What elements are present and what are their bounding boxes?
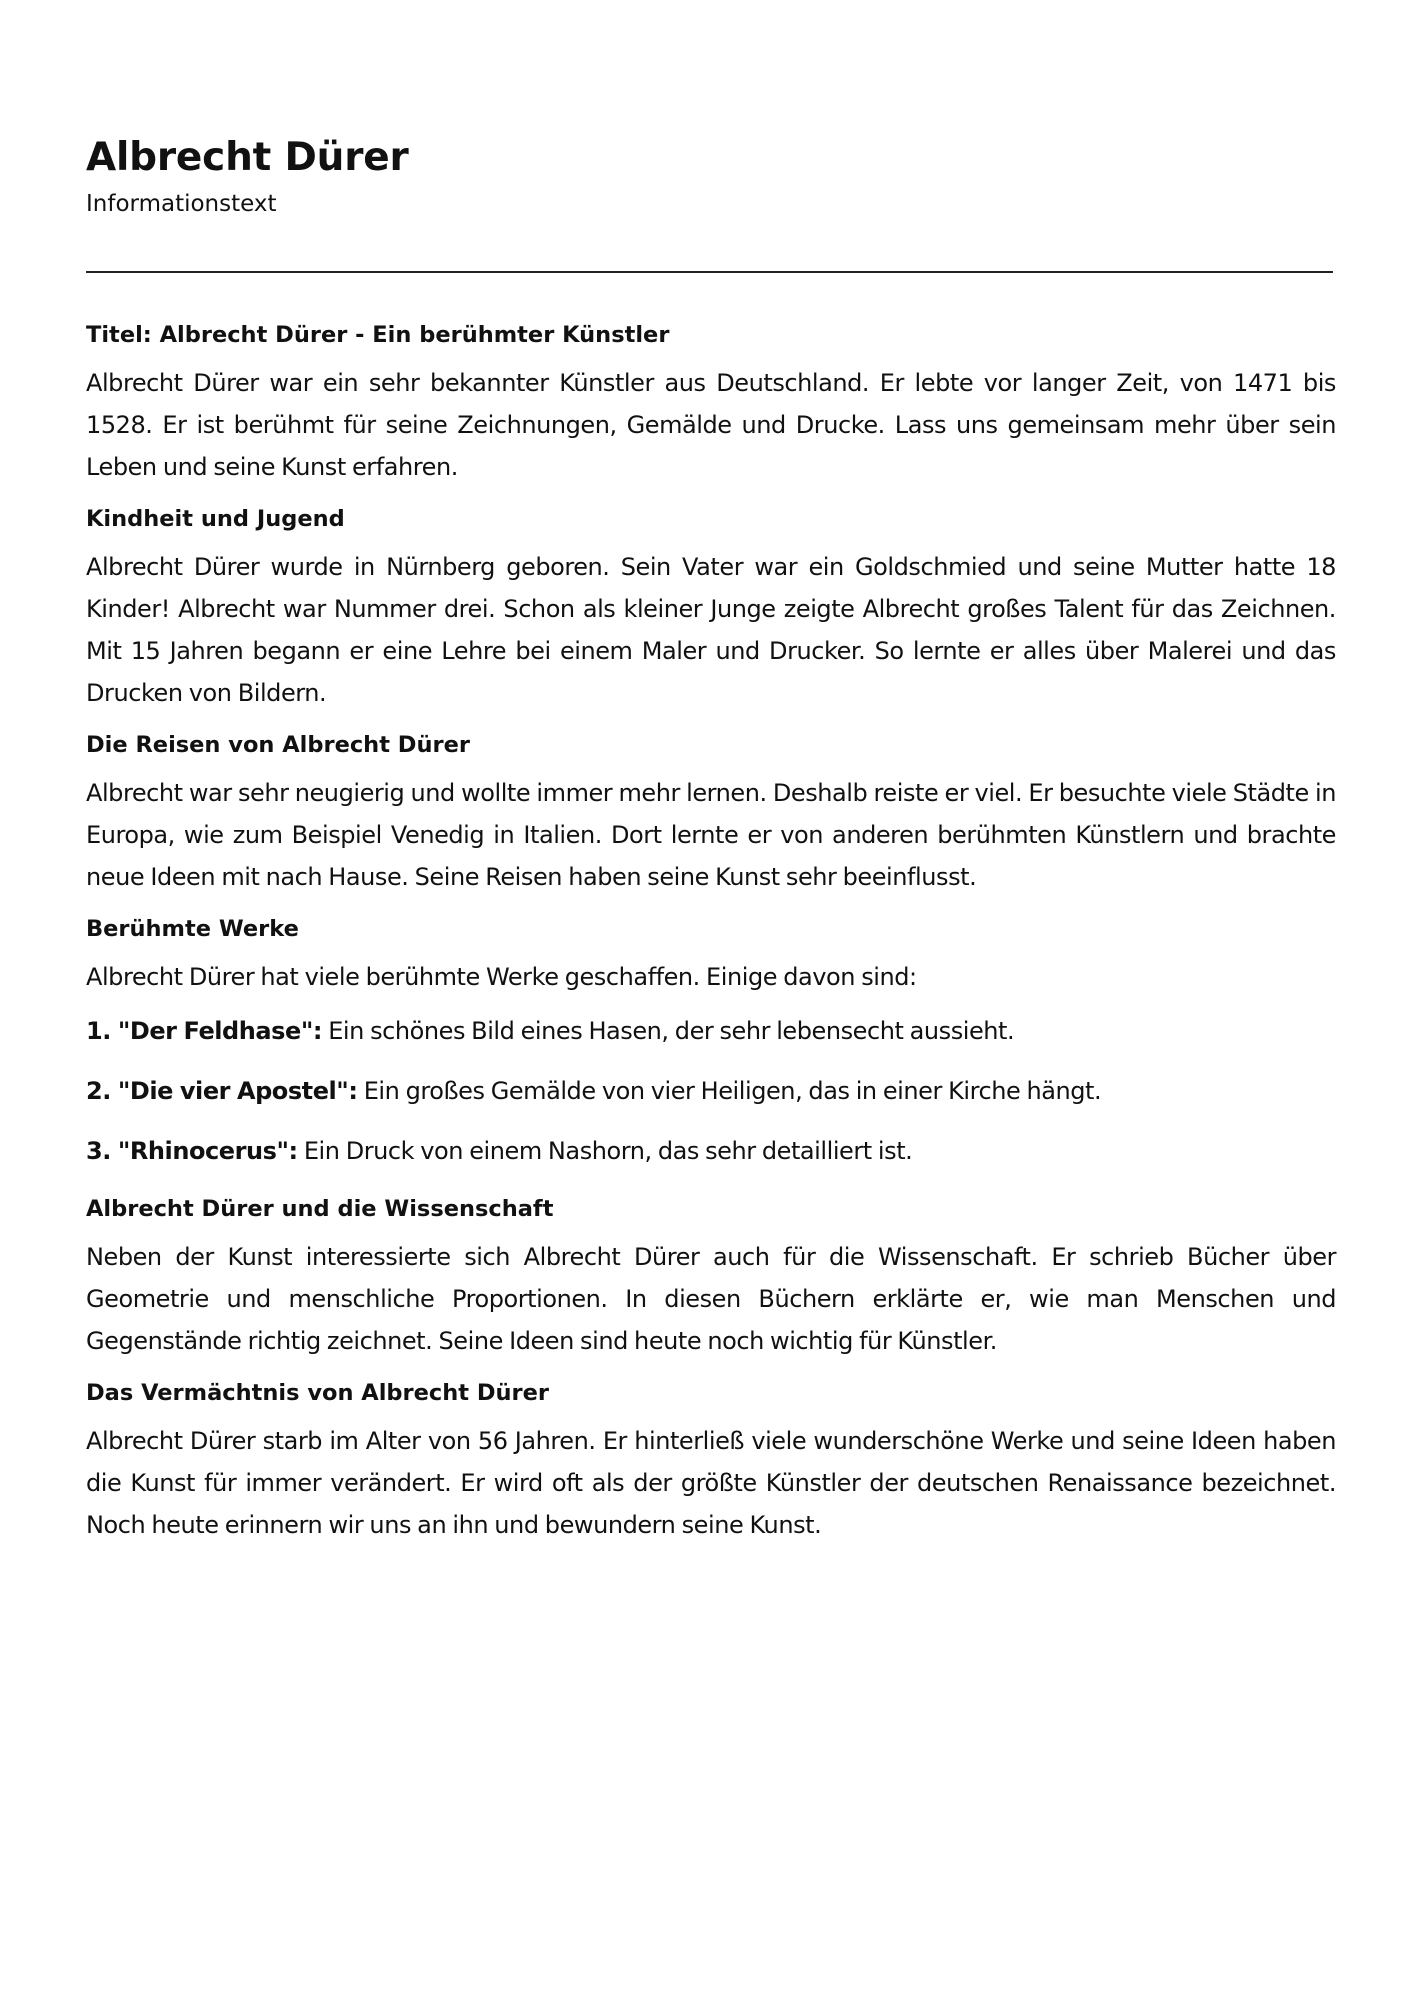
list-item bbox=[86, 1070, 1336, 1112]
section-heading-legacy: Das Vermächtnis von Albrecht Dürer bbox=[86, 1380, 549, 1406]
document-body bbox=[86, 316, 1336, 1556]
section-text-travels: Albrecht war sehr neugierig und wollte immer mehr lernen. Deshalb reiste er viel. Er besuchte viele Städte in Europa, wie zum Beispiel Venedig in Italien. Dort lernte er von anderen berühmten Künstlern und brachte neue Ideen mit nach Hause. Seine Reisen haben seine Kunst sehr beeinflusst. bbox=[86, 779, 1336, 891]
section-works bbox=[86, 910, 1336, 1172]
section-text-works: Albrecht Dürer hat viele berühmte Werke geschaffen. Einige davon sind: bbox=[86, 963, 917, 991]
section-childhood bbox=[86, 500, 1336, 714]
section-heading-science: Albrecht Dürer und die Wissenschaft bbox=[86, 1196, 554, 1222]
section-legacy bbox=[86, 1374, 1336, 1546]
list-item-text: Ein schönes Bild eines Hasen, der sehr lebensecht aussieht. bbox=[322, 1017, 1015, 1045]
section-heading-works: Berühmte Werke bbox=[86, 916, 299, 942]
section-text-childhood: Albrecht Dürer wurde in Nürnberg geboren. Sein Vater war ein Goldschmied und seine Mutter hatte 18 Kinder! Albrecht war Nummer drei. Schon als kleiner Junge zeigte Albrecht großes Talent für das Zeichnen. Mit 15 Jahren begann er eine Lehre bei einem Maler und Drucker. So lernte er alles über Malerei und das Drucken von Bildern. bbox=[86, 553, 1336, 707]
document-subtitle: Informationstext bbox=[86, 191, 277, 217]
list-item bbox=[86, 1010, 1336, 1052]
section-travels bbox=[86, 726, 1336, 898]
list-item bbox=[86, 1130, 1336, 1172]
list-item-label: 3. "Rhinocerus": bbox=[86, 1137, 298, 1165]
list-item-text: Ein großes Gemälde von vier Heiligen, das in einer Kirche hängt. bbox=[357, 1077, 1102, 1105]
section-text-legacy: Albrecht Dürer starb im Alter von 56 Jahren. Er hinterließ viele wunderschöne Werke und seine Ideen haben die Kunst für immer verändert. Er wird oft als der größte Künstler der deutschen Renaissance bezeichnet. Noch heute erinnern wir uns an ihn und bewundern seine Kunst. bbox=[86, 1427, 1336, 1539]
section-heading-travels: Die Reisen von Albrecht Dürer bbox=[86, 732, 470, 758]
title-divider bbox=[86, 271, 1333, 273]
works-list bbox=[86, 1010, 1336, 1172]
section-heading-intro: Titel: Albrecht Dürer - Ein berühmter Künstler bbox=[86, 322, 670, 348]
section-science bbox=[86, 1190, 1336, 1362]
section-heading-childhood: Kindheit und Jugend bbox=[86, 506, 345, 532]
list-item-text: Ein Druck von einem Nashorn, das sehr detailliert ist. bbox=[297, 1137, 913, 1165]
section-text-science: Neben der Kunst interessierte sich Albrecht Dürer auch für die Wissenschaft. Er schrieb Bücher über Geometrie und menschliche Proportionen. In diesen Büchern erklärte er, wie man Menschen und Gegenstände richtig zeichnet. Seine Ideen sind heute noch wichtig für Künstler. bbox=[86, 1243, 1336, 1355]
list-item-label: 2. "Die vier Apostel": bbox=[86, 1077, 358, 1105]
document-title: Albrecht Dürer bbox=[86, 135, 409, 180]
section-text-intro: Albrecht Dürer war ein sehr bekannter Künstler aus Deutschland. Er lebte vor langer Zeit, von 1471 bis 1528. Er ist berühmt für seine Zeichnungen, Gemälde und Drucke. Lass uns gemeinsam mehr über sein Leben und seine Kunst erfahren. bbox=[86, 369, 1336, 481]
list-item-label: 1. "Der Feldhase": bbox=[86, 1017, 323, 1045]
section-intro bbox=[86, 316, 1336, 488]
